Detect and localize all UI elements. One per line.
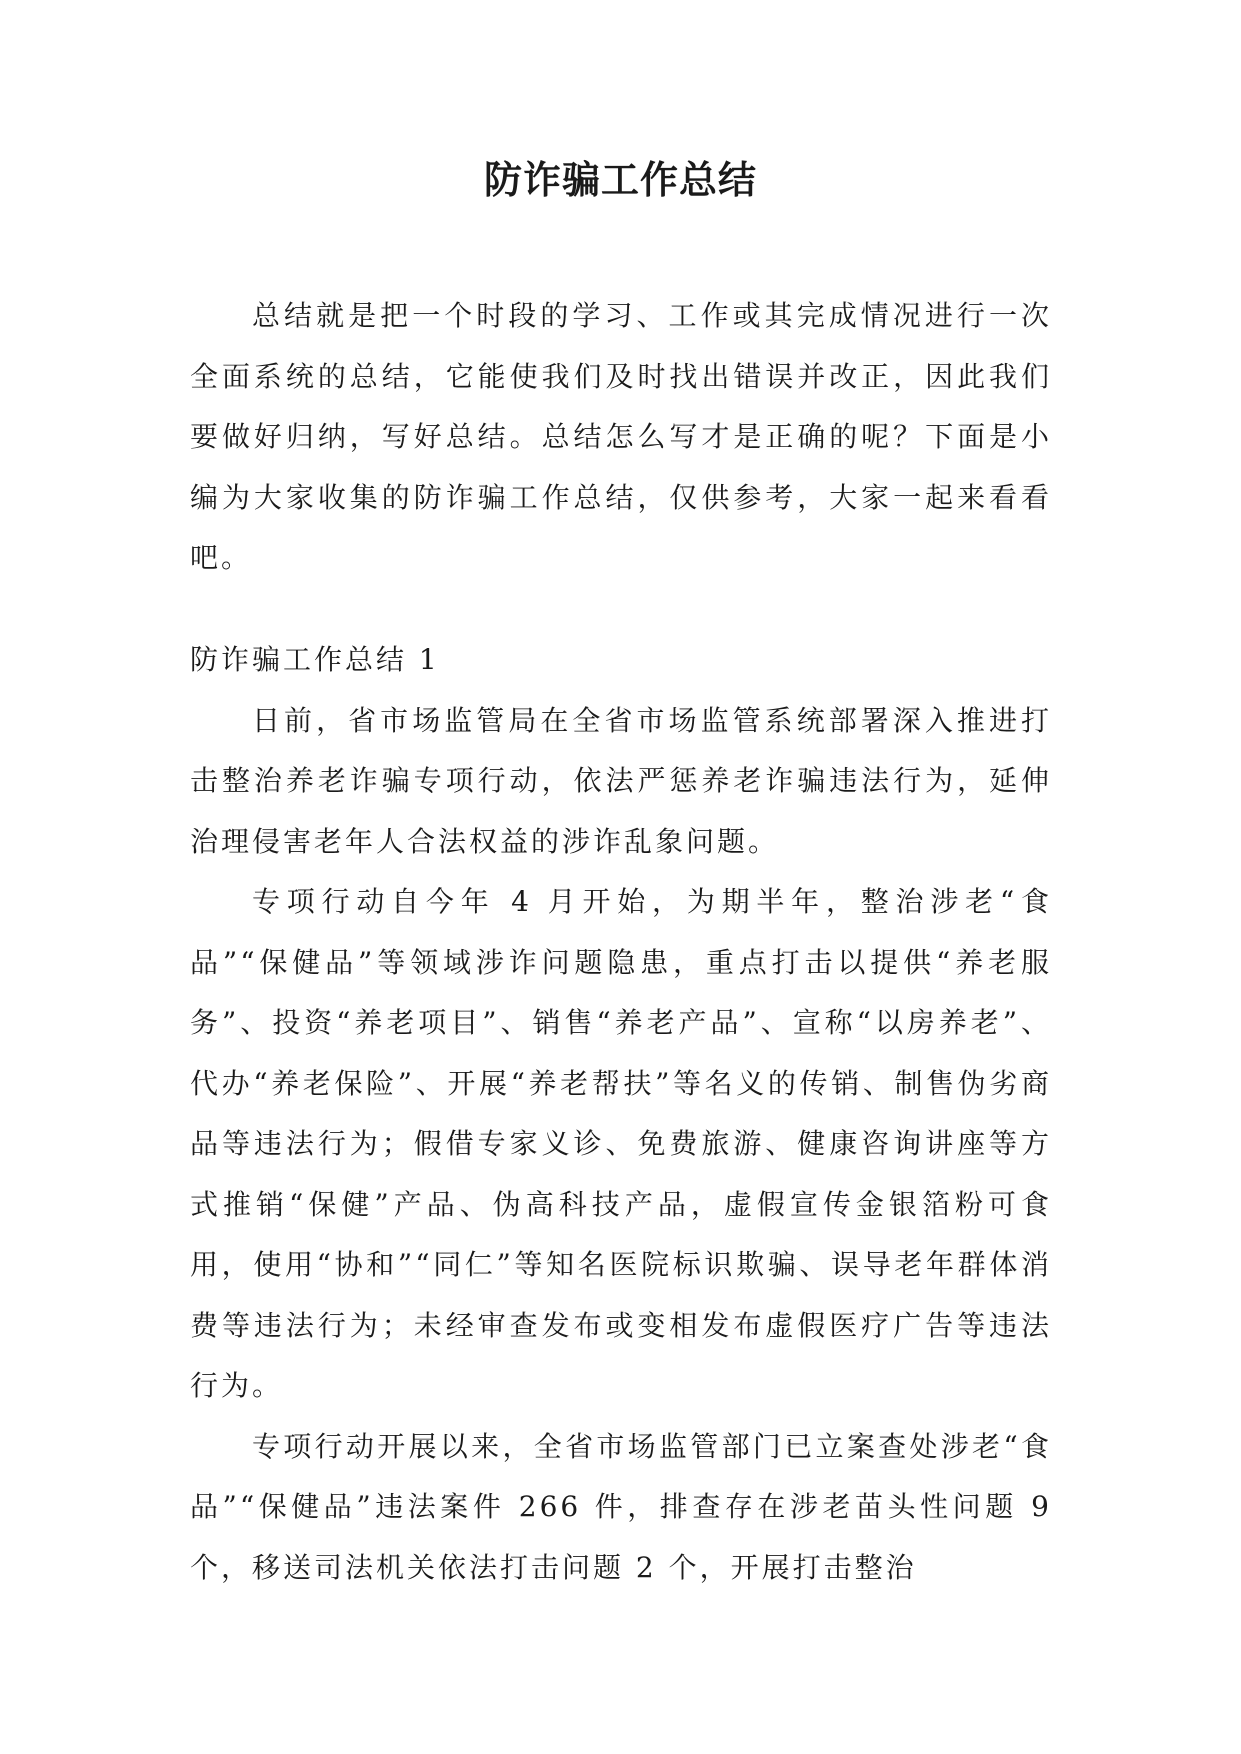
section-paragraph-2: 专项行动自今年 4 月开始，为期半年，整治涉老“食品”“保健品”等领域涉诈问题隐患，重点打击以提供“养老服务”、投资“养老项目”、销售“养老产品”、宣称“以房养老”、代办“养老保险”、开展“养老帮扶”等名义的传销、制售伪劣商品等违法行为；假借专家义诊、免费旅游、健康咨询讲座等方式推销“保健”产品、伪高科技产品，虚假宣传金银箔粉可食用，使用“协和”“同仁”等知名医院标识欺骗、误导老年群体消费等违法行为；未经审查发布或变相发布虚假医疗广告等违法行为。: [190, 885, 1052, 1402]
section-paragraph-3: 专项行动开展以来，全省市场监管部门已立案查处涉老“食品”“保健品”违法案件 266 件，排查存在涉老苗头性问题 9 个，移送司法机关依法打击问题 2 个，开展打击整治: [190, 1429, 1052, 1584]
document-title: 防诈骗工作总结: [483, 157, 757, 202]
section-paragraph-1: 日前，省市场监管局在全省市场监管系统部署深入推进打击整治养老诈骗专项行动，依法严惩养老诈骗违法行为，延伸治理侵害老年人合法权益的涉诈乱象问题。: [190, 703, 1052, 858]
section-1: [190, 630, 1052, 1598]
section-heading: 防诈骗工作总结 1: [190, 643, 440, 676]
intro-block: [190, 286, 1052, 589]
intro-paragraph: 总结就是把一个时段的学习、工作或其完成情况进行一次全面系统的总结，它能使我们及时找出错误并改正，因此我们要做好归纳，写好总结。总结怎么写才是正确的呢？下面是小编为大家收集的防诈骗工作总结，仅供参考，大家一起来看看吧。: [190, 299, 1052, 574]
